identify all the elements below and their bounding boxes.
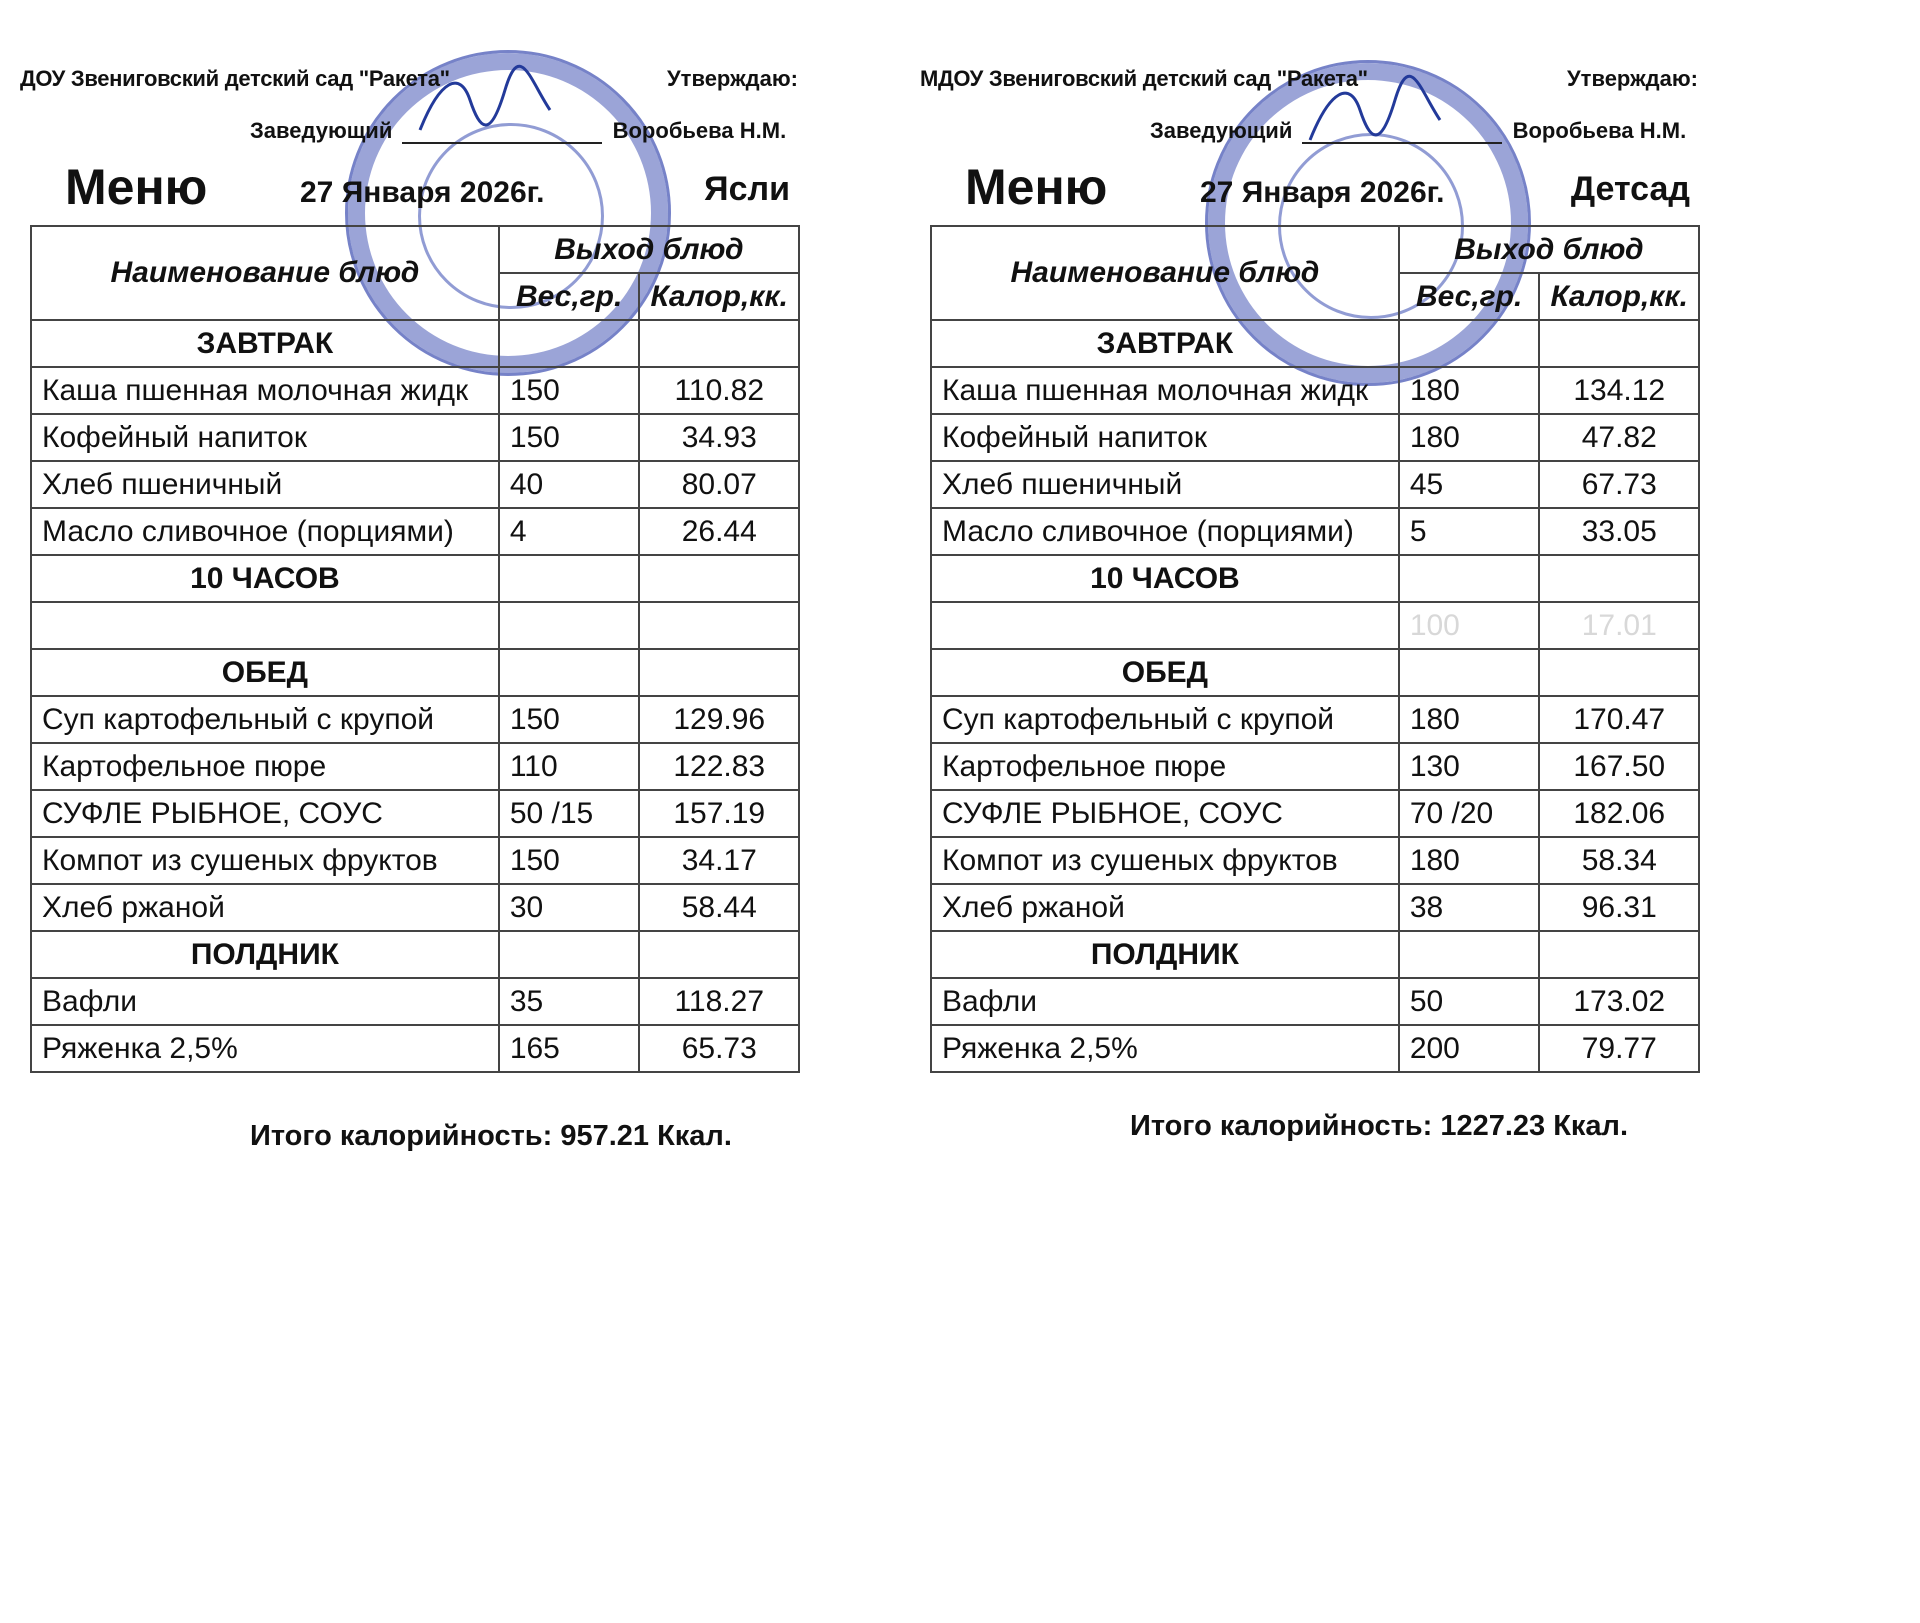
approve-label: Утверждаю:	[667, 66, 798, 91]
head-label: Заведующий	[1150, 118, 1293, 143]
dish-name	[31, 602, 499, 649]
dish-kcal: 167.50	[1539, 743, 1699, 790]
dish-kcal: 80.07	[639, 461, 799, 508]
section-row	[31, 931, 799, 978]
section-title: ПОЛДНИК	[31, 931, 499, 978]
organization-name: ДОУ Звениговский детский сад "Ракета"	[20, 66, 450, 91]
section-row	[31, 555, 799, 602]
table-row	[931, 461, 1699, 508]
section-title: ОБЕД	[31, 649, 499, 696]
dish-name: Хлеб ржаной	[931, 884, 1399, 931]
menu-sheet-kindergarten	[920, 0, 1740, 1180]
dish-kcal: 157.19	[639, 790, 799, 837]
section-row	[931, 649, 1699, 696]
dish-name: Картофельное пюре	[31, 743, 499, 790]
dish-name: СУФЛЕ РЫБНОЕ, СОУС	[931, 790, 1399, 837]
dish-kcal: 47.82	[1539, 414, 1699, 461]
dish-kcal: 58.44	[639, 884, 799, 931]
table-row	[31, 837, 799, 884]
section-title: 10 ЧАСОВ	[931, 555, 1399, 602]
table-row	[31, 790, 799, 837]
column-header-output: Выход блюд	[499, 226, 799, 273]
dish-weight: 100	[1399, 602, 1540, 649]
table-row	[931, 743, 1699, 790]
dish-kcal: 170.47	[1539, 696, 1699, 743]
dish-weight: 180	[1399, 837, 1540, 884]
section-title: ПОЛДНИК	[931, 931, 1399, 978]
organization-name: МДОУ Звениговский детский сад "Ракета"	[920, 66, 1368, 91]
dish-weight: 5	[1399, 508, 1540, 555]
menu-date: 27 Января 2026г.	[1200, 176, 1445, 209]
dish-kcal: 58.34	[1539, 837, 1699, 884]
dish-name: Картофельное пюре	[931, 743, 1399, 790]
table-row	[931, 602, 1699, 649]
dish-weight: 40	[499, 461, 640, 508]
dish-weight: 130	[1399, 743, 1540, 790]
age-group: Детсад	[1570, 170, 1690, 208]
dish-name: СУФЛЕ РЫБНОЕ, СОУС	[31, 790, 499, 837]
dish-kcal: 79.77	[1539, 1025, 1699, 1072]
head-signoff	[250, 118, 786, 144]
dish-weight: 150	[499, 414, 640, 461]
dish-weight: 150	[499, 837, 640, 884]
dish-name: Хлеб ржаной	[31, 884, 499, 931]
dish-name: Компот из сушеных фруктов	[31, 837, 499, 884]
dish-name: Компот из сушеных фруктов	[931, 837, 1399, 884]
section-row	[31, 649, 799, 696]
table-row	[31, 461, 799, 508]
dish-kcal: 173.02	[1539, 978, 1699, 1025]
table-row	[931, 696, 1699, 743]
table-row	[31, 1025, 799, 1072]
total-calories: Итого калорийность: 957.21 Ккал.	[250, 1120, 732, 1152]
dish-name: Хлеб пшеничный	[31, 461, 499, 508]
dish-kcal: 67.73	[1539, 461, 1699, 508]
dish-kcal: 182.06	[1539, 790, 1699, 837]
column-header-kcal: Калор,кк.	[1539, 273, 1699, 320]
dish-kcal: 96.31	[1539, 884, 1699, 931]
dish-kcal: 34.93	[639, 414, 799, 461]
menu-date: 27 Января 2026г.	[300, 176, 545, 209]
table-row	[31, 743, 799, 790]
table-row	[931, 414, 1699, 461]
table-row	[931, 978, 1699, 1025]
dish-kcal: 65.73	[639, 1025, 799, 1072]
head-name: Воробьева Н.М.	[612, 118, 787, 143]
dish-name: Каша пшенная молочная жидк	[931, 367, 1399, 414]
table-row	[931, 790, 1699, 837]
table-row	[31, 978, 799, 1025]
age-group: Ясли	[704, 170, 790, 208]
dish-weight: 38	[1399, 884, 1540, 931]
dish-name: Масло сливочное (порциями)	[931, 508, 1399, 555]
dish-weight: 30	[499, 884, 640, 931]
menu-sheet-nursery	[20, 0, 840, 1180]
section-title: ОБЕД	[931, 649, 1399, 696]
section-row	[931, 555, 1699, 602]
dish-weight: 50	[1399, 978, 1540, 1025]
column-header-dish: Наименование блюд	[31, 226, 499, 320]
menu-table	[930, 225, 1700, 1073]
table-row	[931, 884, 1699, 931]
table-row	[931, 1025, 1699, 1072]
column-header-output: Выход блюд	[1399, 226, 1699, 273]
section-title: ЗАВТРАК	[931, 320, 1399, 367]
dish-kcal	[639, 602, 799, 649]
dish-weight: 150	[499, 367, 640, 414]
column-header-weight: Вес,гр.	[499, 273, 640, 320]
dish-kcal: 118.27	[639, 978, 799, 1025]
column-header-weight: Вес,гр.	[1399, 273, 1540, 320]
dish-weight: 35	[499, 978, 640, 1025]
table-row	[931, 508, 1699, 555]
table-row	[31, 884, 799, 931]
dish-name: Хлеб пшеничный	[931, 461, 1399, 508]
dish-kcal: 26.44	[639, 508, 799, 555]
dish-weight: 110	[499, 743, 640, 790]
column-header-kcal: Калор,кк.	[639, 273, 799, 320]
dish-name: Кофейный напиток	[31, 414, 499, 461]
dish-weight: 165	[499, 1025, 640, 1072]
table-row	[31, 602, 799, 649]
dish-weight	[499, 602, 640, 649]
dish-name: Вафли	[931, 978, 1399, 1025]
dish-weight: 150	[499, 696, 640, 743]
page-title: Меню	[965, 159, 1108, 215]
table-row	[931, 367, 1699, 414]
dish-weight: 200	[1399, 1025, 1540, 1072]
dish-name: Вафли	[31, 978, 499, 1025]
dish-name: Ряженка 2,5%	[31, 1025, 499, 1072]
section-row	[931, 931, 1699, 978]
section-row	[31, 320, 799, 367]
column-header-dish: Наименование блюд	[931, 226, 1399, 320]
dish-kcal: 33.05	[1539, 508, 1699, 555]
dish-name: Ряженка 2,5%	[931, 1025, 1399, 1072]
page-title: Меню	[65, 159, 208, 215]
head-signoff	[1150, 118, 1686, 144]
section-title: ЗАВТРАК	[31, 320, 499, 367]
total-calories: Итого калорийность: 1227.23 Ккал.	[1130, 1110, 1629, 1142]
table-row	[31, 367, 799, 414]
table-row	[31, 508, 799, 555]
dish-kcal: 134.12	[1539, 367, 1699, 414]
menu-table	[30, 225, 800, 1073]
dish-name: Каша пшенная молочная жидк	[31, 367, 499, 414]
dish-weight: 50 /15	[499, 790, 640, 837]
dish-weight: 180	[1399, 696, 1540, 743]
table-row	[31, 414, 799, 461]
dish-kcal: 122.83	[639, 743, 799, 790]
dish-kcal: 34.17	[639, 837, 799, 884]
dish-kcal: 129.96	[639, 696, 799, 743]
dish-weight: 180	[1399, 414, 1540, 461]
dish-name	[931, 602, 1399, 649]
table-row	[31, 696, 799, 743]
dish-weight: 70 /20	[1399, 790, 1540, 837]
dish-name: Суп картофельный с крупой	[31, 696, 499, 743]
dish-weight: 45	[1399, 461, 1540, 508]
dish-name: Кофейный напиток	[931, 414, 1399, 461]
section-row	[931, 320, 1699, 367]
head-label: Заведующий	[250, 118, 393, 143]
dish-kcal: 110.82	[639, 367, 799, 414]
head-name: Воробьева Н.М.	[1512, 118, 1687, 143]
section-title: 10 ЧАСОВ	[31, 555, 499, 602]
dish-kcal: 17.01	[1539, 602, 1699, 649]
dish-weight: 180	[1399, 367, 1540, 414]
dish-weight: 4	[499, 508, 640, 555]
approve-label: Утверждаю:	[1567, 66, 1698, 91]
dish-name: Масло сливочное (порциями)	[31, 508, 499, 555]
table-row	[931, 837, 1699, 884]
dish-name: Суп картофельный с крупой	[931, 696, 1399, 743]
